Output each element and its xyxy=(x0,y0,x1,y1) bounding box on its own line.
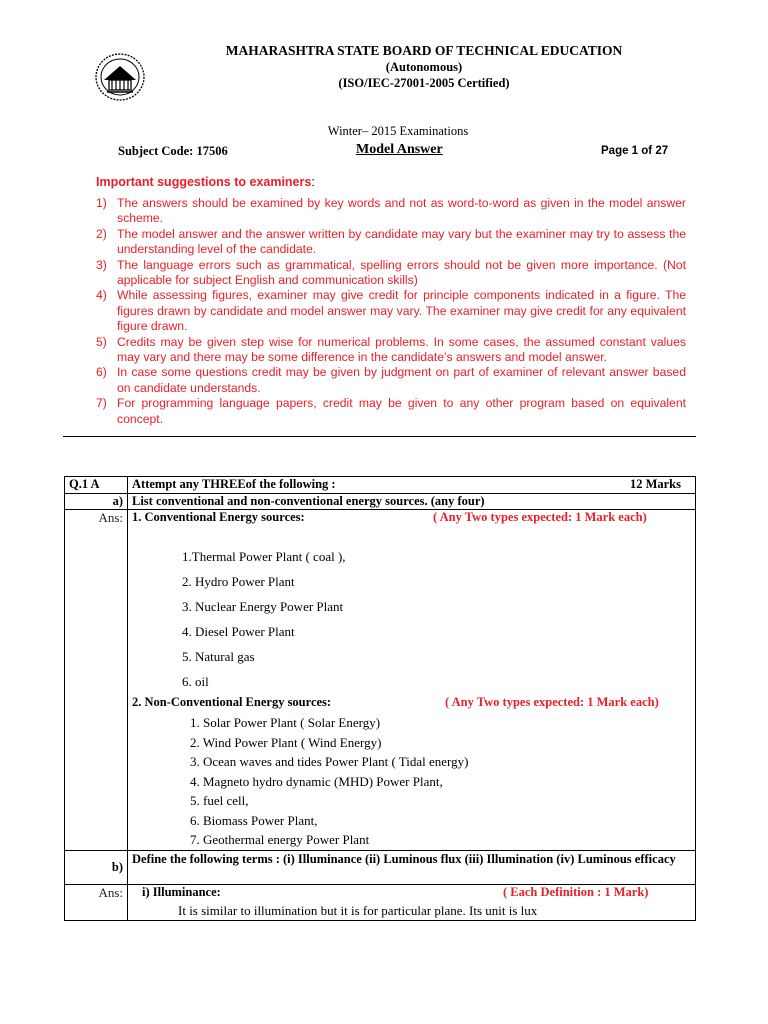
suggestion-item xyxy=(96,396,686,427)
suggestion-number: 1) xyxy=(96,196,107,210)
board-title: MAHARASHTRA STATE BOARD OF TECHNICAL EDUCATION xyxy=(225,43,623,58)
list-item: 2. Wind Power Plant ( Wind Energy) xyxy=(190,734,382,750)
suggestion-text: The model answer and the answer written by candidate may vary but the examiner may try to assess the understanding level of the candidate. xyxy=(117,226,686,257)
suggestion-item xyxy=(96,365,686,396)
table-row xyxy=(65,494,696,510)
suggestions-list xyxy=(96,196,686,427)
suggestion-text: While assessing figures, examiner may give credit for principle components indicated in a figure. The figures drawn by candidate and model answer may vary. The examiner may give credit for any equivalent figure drawn. xyxy=(117,288,686,334)
suggestion-text: The language errors such as grammatical, spelling errors should not be given more importance. (Not applicable for subject English and communication skills) xyxy=(117,257,686,288)
suggestions-heading-colon: : xyxy=(311,175,315,189)
list-item: 4. Diesel Power Plant xyxy=(182,624,295,639)
subquestion-text: List conventional and non-conventional energy sources. (any four) xyxy=(128,494,696,510)
suggestion-text: Credits may be given step wise for numerical problems. In some cases, the assumed constant values may vary and there may be some difference in the candidate’s answers and model answer. xyxy=(117,334,686,365)
table-row xyxy=(65,477,696,494)
table-row xyxy=(65,884,696,920)
answer-label: Ans: xyxy=(65,510,128,851)
list-item: 3. Nuclear Energy Power Plant xyxy=(182,599,344,614)
answer-label: Ans: xyxy=(65,884,128,920)
suggestion-number: 2) xyxy=(96,226,107,241)
suggestion-number: 6) xyxy=(96,365,107,380)
nonconventional-heading: 2. Non-Conventional Energy sources: xyxy=(132,695,332,709)
list-item: 4. Magneto hydro dynamic (MHD) Power Plant, xyxy=(190,773,443,789)
suggestion-item xyxy=(96,227,686,258)
definition-heading: i) Illuminance: xyxy=(142,884,221,899)
suggestion-number: 3) xyxy=(96,257,107,272)
definition-heading-row xyxy=(132,885,691,903)
exam-title: Winter– 2015 Examinations xyxy=(327,124,469,138)
suggestion-item xyxy=(96,196,686,227)
subquestion-label: b) xyxy=(65,850,128,884)
suggestion-number: 7) xyxy=(96,396,107,411)
suggestion-item xyxy=(96,258,686,289)
question-table xyxy=(64,476,696,921)
suggestion-text: In case some questions credit may be given by judgment on part of examiner of relevant answer based on candidate understands. xyxy=(117,365,686,395)
section-divider xyxy=(63,436,696,437)
conventional-list xyxy=(132,530,691,694)
answer-cell xyxy=(128,510,696,851)
subquestion-text: Define the following terms : (i) Illuminance (ii) Luminous flux (iii) Illumination (iv) Luminous efficacy xyxy=(128,850,696,884)
nonconventional-heading-row xyxy=(132,695,691,713)
nonconventional-mark-note: ( Any Two types expected: 1 Mark each) xyxy=(445,695,659,709)
suggestion-item xyxy=(96,335,686,366)
answer-cell xyxy=(128,884,696,920)
list-item: 1.Thermal Power Plant ( coal ), xyxy=(182,549,346,564)
list-item: 1. Solar Power Plant ( Solar Energy) xyxy=(190,715,381,730)
suggestion-number: 4) xyxy=(96,288,107,303)
page-number: Page 1 of 27 xyxy=(601,145,669,157)
nonconventional-list xyxy=(132,713,691,850)
list-item: 2. Hydro Power Plant xyxy=(182,574,295,589)
question-instruction-cell xyxy=(128,477,696,494)
list-item: 5. Natural gas xyxy=(182,649,255,664)
list-item: 6. oil xyxy=(182,674,209,689)
table-row xyxy=(65,510,696,851)
suggestion-number: 5) xyxy=(96,334,107,349)
conventional-heading-row xyxy=(132,510,691,530)
suggestion-text: For programming language papers, credit may be given to any other program based on equivalent concept. xyxy=(117,396,686,426)
subject-code: Subject Code: 17506 xyxy=(118,144,228,158)
suggestion-text: The answers should be examined by key words and not as word-to-word as given in the model answer scheme. xyxy=(117,196,686,226)
board-autonomous: (Autonomous) xyxy=(385,60,463,74)
table-row xyxy=(65,850,696,884)
question-instruction: Attempt any THREEof the following : xyxy=(132,477,336,491)
model-answer-title: Model Answer xyxy=(356,142,443,157)
subquestion-label: a) xyxy=(65,494,128,510)
conventional-mark-note: ( Any Two types expected: 1 Mark each) xyxy=(433,510,647,524)
list-item: 7. Geothermal energy Power Plant xyxy=(190,832,370,847)
suggestions-heading-text: Important suggestions to examiners xyxy=(96,175,312,189)
board-certification: (ISO/IEC-27001-2005 Certified) xyxy=(338,76,510,90)
list-item: 6. Biomass Power Plant, xyxy=(190,812,318,828)
suggestion-item xyxy=(96,288,686,334)
list-item: 3. Ocean waves and tides Power Plant ( Tidal energy) xyxy=(190,754,469,769)
definition-text: It is similar to illumination but it is for particular plane. Its unit is lux xyxy=(178,902,538,918)
definition-mark-note: ( Each Definition : 1 Mark) xyxy=(503,884,649,899)
question-marks: 12 Marks xyxy=(629,477,681,491)
conventional-heading: 1. Conventional Energy sources: xyxy=(132,510,305,524)
suggestions-heading xyxy=(96,175,315,189)
list-item: 5. fuel cell, xyxy=(190,793,249,808)
question-number: Q.1 A xyxy=(65,477,128,494)
